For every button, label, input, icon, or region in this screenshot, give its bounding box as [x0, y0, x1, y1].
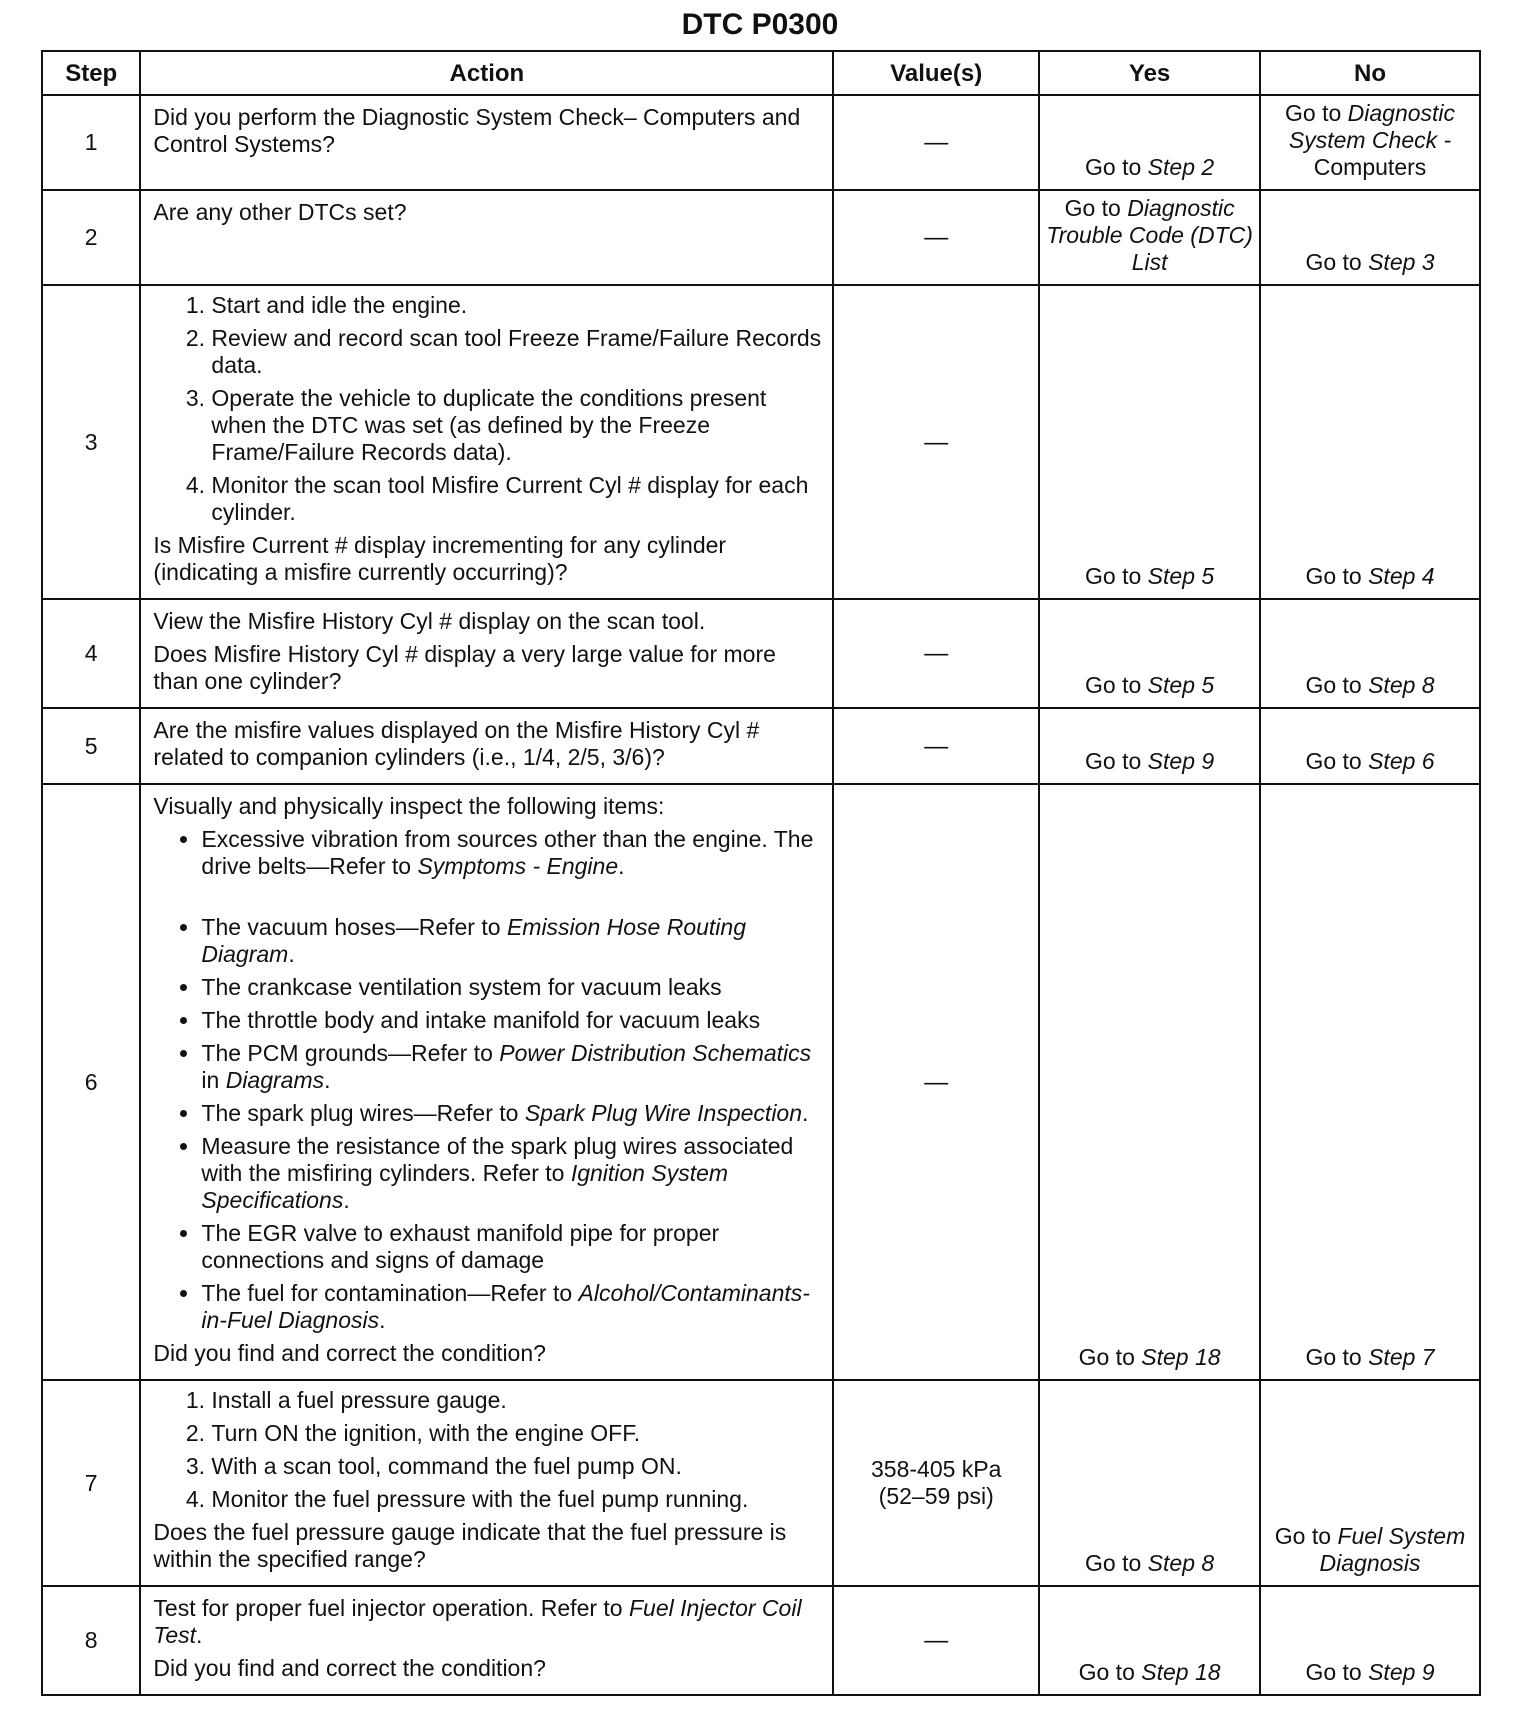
- table-row: [42, 190, 1480, 285]
- yes-cell: Go to Step 5: [1039, 599, 1260, 708]
- list-item: • The spark plug wires—Refer to Spark Plug Wire Inspection.: [201, 1100, 822, 1127]
- yes-link[interactable]: Step 5: [1147, 672, 1215, 698]
- step-number: 4: [42, 599, 140, 708]
- no-cell: Go to Step 4: [1260, 285, 1480, 599]
- list-item: 4. Monitor the scan tool Misfire Current Cyl # display for each cylinder.: [211, 472, 822, 526]
- header-action: Action: [140, 51, 833, 95]
- table-row: [42, 784, 1480, 1380]
- action-cell: Are the misfire values displayed on the Misfire History Cyl # related to companion cylinders (i.e., 1/4, 2/5, 3/6)?: [140, 708, 833, 784]
- no-cell: Go to Step 8: [1260, 599, 1480, 708]
- header-values: Value(s): [833, 51, 1039, 95]
- value-cell: —: [833, 1586, 1039, 1695]
- question-text: Does Misfire History Cyl # display a very large value for more than one cylinder?: [153, 641, 776, 694]
- no-link[interactable]: Step 3: [1368, 249, 1435, 275]
- spacer: [201, 886, 822, 908]
- procedure-list: [153, 1387, 822, 1513]
- yes-link[interactable]: Step 18: [1141, 1659, 1221, 1685]
- inspection-list: [153, 826, 822, 1334]
- value-cell: —: [833, 285, 1039, 599]
- reference-link[interactable]: Ignition System Specifications: [201, 1160, 729, 1213]
- no-link[interactable]: Step 9: [1368, 1659, 1435, 1685]
- reference-link[interactable]: Alcohol/Contaminants-in-Fuel Diagnosis: [201, 1280, 810, 1333]
- yes-link[interactable]: Step 18: [1141, 1344, 1221, 1370]
- step-number: 6: [42, 784, 140, 1380]
- question-text: Is Misfire Current # display incrementing for any cylinder (indicating a misfire currently occurring)?: [153, 532, 727, 585]
- step-number: 1: [42, 95, 140, 190]
- yes-cell: Go to Step 8: [1039, 1380, 1260, 1586]
- action-cell: [140, 95, 833, 190]
- yes-cell: Go to Step 2: [1039, 95, 1260, 190]
- list-item: 3. Operate the vehicle to duplicate the conditions present when the DTC was set (as defined by the Freeze Frame/Failure Records data).: [211, 385, 822, 466]
- table-header-row: [42, 51, 1480, 95]
- no-cell: Go to Step 7: [1260, 784, 1480, 1380]
- header-no: No: [1260, 51, 1480, 95]
- reference-link[interactable]: Spark Plug Wire Inspection: [524, 1100, 803, 1126]
- yes-link[interactable]: Step 8: [1147, 1550, 1215, 1576]
- table-row: [42, 95, 1480, 190]
- yes-link[interactable]: Step 9: [1147, 748, 1215, 774]
- list-item: • The fuel for contamination—Refer to Alcohol/Contaminants-in-Fuel Diagnosis.: [201, 1280, 822, 1334]
- yes-link[interactable]: Step 5: [1147, 563, 1215, 589]
- header-yes: Yes: [1039, 51, 1260, 95]
- no-link[interactable]: Step 7: [1368, 1344, 1435, 1370]
- table-row: [42, 285, 1480, 599]
- action-cell: Test for proper fuel injector operation. Refer to Fuel Injector Coil Test. Did you find and correct the condition?: [140, 1586, 833, 1695]
- step-number: 7: [42, 1380, 140, 1586]
- list-item: • The EGR valve to exhaust manifold pipe for proper connections and signs of damage: [201, 1220, 822, 1274]
- value-cell: —: [833, 95, 1039, 190]
- value-cell: —: [833, 599, 1039, 708]
- diagnostic-table: [41, 50, 1481, 1696]
- table-row: [42, 599, 1480, 708]
- reference-link[interactable]: Emission Hose Routing Diagram: [201, 914, 746, 967]
- yes-link[interactable]: Step 2: [1147, 154, 1215, 180]
- yes-cell: Go to Step 18: [1039, 784, 1260, 1380]
- value-cell: —: [833, 190, 1039, 285]
- table-row: [42, 708, 1480, 784]
- table-row: [42, 1586, 1480, 1695]
- value-cell: 358-405 kPa (52–59 psi): [833, 1380, 1039, 1586]
- list-item: • The PCM grounds—Refer to Power Distribution Schematics in Diagrams.: [201, 1040, 822, 1094]
- question-text: Did you find and correct the condition?: [153, 1655, 546, 1681]
- list-item: 1. Start and idle the engine.: [211, 292, 822, 319]
- action-text: Did you perform the Diagnostic System Check– Computers and Control Systems?: [153, 104, 801, 157]
- no-cell: Go to Fuel System Diagnosis: [1260, 1380, 1480, 1586]
- list-item: 4. Monitor the fuel pressure with the fuel pump running.: [211, 1486, 822, 1513]
- page-title: DTC P0300: [681, 8, 839, 41]
- no-cell: Go to Diagnostic System Check - Computers: [1260, 95, 1480, 190]
- action-cell: [140, 1380, 833, 1586]
- yes-cell: Go to Step 9: [1039, 708, 1260, 784]
- value-cell: —: [833, 784, 1039, 1380]
- no-link[interactable]: Fuel System Diagnosis: [1319, 1523, 1466, 1576]
- step-number: 2: [42, 190, 140, 285]
- question-text: Does the fuel pressure gauge indicate that the fuel pressure is within the specified range?: [153, 1519, 787, 1572]
- table-row: [42, 1380, 1480, 1586]
- reference-link[interactable]: Fuel Injector Coil Test: [153, 1595, 802, 1648]
- step-number: 8: [42, 1586, 140, 1695]
- yes-cell: Go to Step 18: [1039, 1586, 1260, 1695]
- reference-link[interactable]: Symptoms - Engine: [417, 853, 619, 879]
- action-cell: [140, 285, 833, 599]
- header-step: Step: [42, 51, 140, 95]
- action-cell: View the Misfire History Cyl # display on the scan tool. Does Misfire History Cyl # display a very large value for more than one cylinder?: [140, 599, 833, 708]
- list-item: • The throttle body and intake manifold for vacuum leaks: [201, 1007, 822, 1034]
- no-link[interactable]: Step 4: [1368, 563, 1435, 589]
- action-cell: Are any other DTCs set?: [140, 190, 833, 285]
- list-item: 2. Review and record scan tool Freeze Frame/Failure Records data.: [211, 325, 822, 379]
- reference-link[interactable]: Diagrams: [225, 1067, 325, 1093]
- no-link[interactable]: Step 8: [1368, 672, 1435, 698]
- no-link[interactable]: Step 6: [1368, 748, 1435, 774]
- procedure-list: [153, 292, 822, 526]
- list-item: • The crankcase ventilation system for vacuum leaks: [201, 974, 822, 1001]
- list-item: • Measure the resistance of the spark plug wires associated with the misfiring cylinders. Refer to Ignition System Specifications.: [201, 1133, 822, 1214]
- step-number: 5: [42, 708, 140, 784]
- list-item: • Excessive vibration from sources other than the engine. The drive belts—Refer to Symptoms - Engine.: [201, 826, 822, 880]
- action-cell: Visually and physically inspect the following items: • Excessive vibration from sources other than the engine. The drive belts—Refer to Symptoms - Engine. • The vacuum hoses—Refer to Emission Hose Routing Diagram. • The crankcase ventilation system for vacuum leaks • The throttle body and intake manifold for vacuum leaks • The PCM grounds—Refer to Power Distribution Schematics in Diagrams. • The spark plug wires—Refer to Spark Plug Wire Inspection. • Measure the resistance of the spark plug wires associated with the misfiring cylinders. Refer to Ignition System Specifications. • The EGR valve to exhaust manifold pipe for proper connections and signs of damage • The fuel for contamination—Refer to Alcohol/Contaminants-in-Fuel Diagnosis. Did you find and correct the condition?: [140, 784, 833, 1380]
- no-link[interactable]: Diagnostic System Check -: [1288, 100, 1456, 153]
- yes-cell: Go to Step 5: [1039, 285, 1260, 599]
- list-item: 2. Turn ON the ignition, with the engine OFF.: [211, 1420, 822, 1447]
- no-cell: Go to Step 9: [1260, 1586, 1480, 1695]
- step-number: 3: [42, 285, 140, 599]
- list-item: 1. Install a fuel pressure gauge.: [211, 1387, 822, 1414]
- value-cell: —: [833, 708, 1039, 784]
- no-cell: Go to Step 6: [1260, 708, 1480, 784]
- yes-link[interactable]: Diagnostic Trouble Code (DTC) List: [1046, 195, 1253, 275]
- question-text: Did you find and correct the condition?: [153, 1340, 546, 1366]
- yes-cell: Go to Diagnostic Trouble Code (DTC) List: [1039, 190, 1260, 285]
- list-item: • The vacuum hoses—Refer to Emission Hose Routing Diagram.: [201, 914, 822, 968]
- no-cell: Go to Step 3: [1260, 190, 1480, 285]
- list-item: 3. With a scan tool, command the fuel pump ON.: [211, 1453, 822, 1480]
- reference-link[interactable]: Power Distribution Schematics: [499, 1040, 812, 1066]
